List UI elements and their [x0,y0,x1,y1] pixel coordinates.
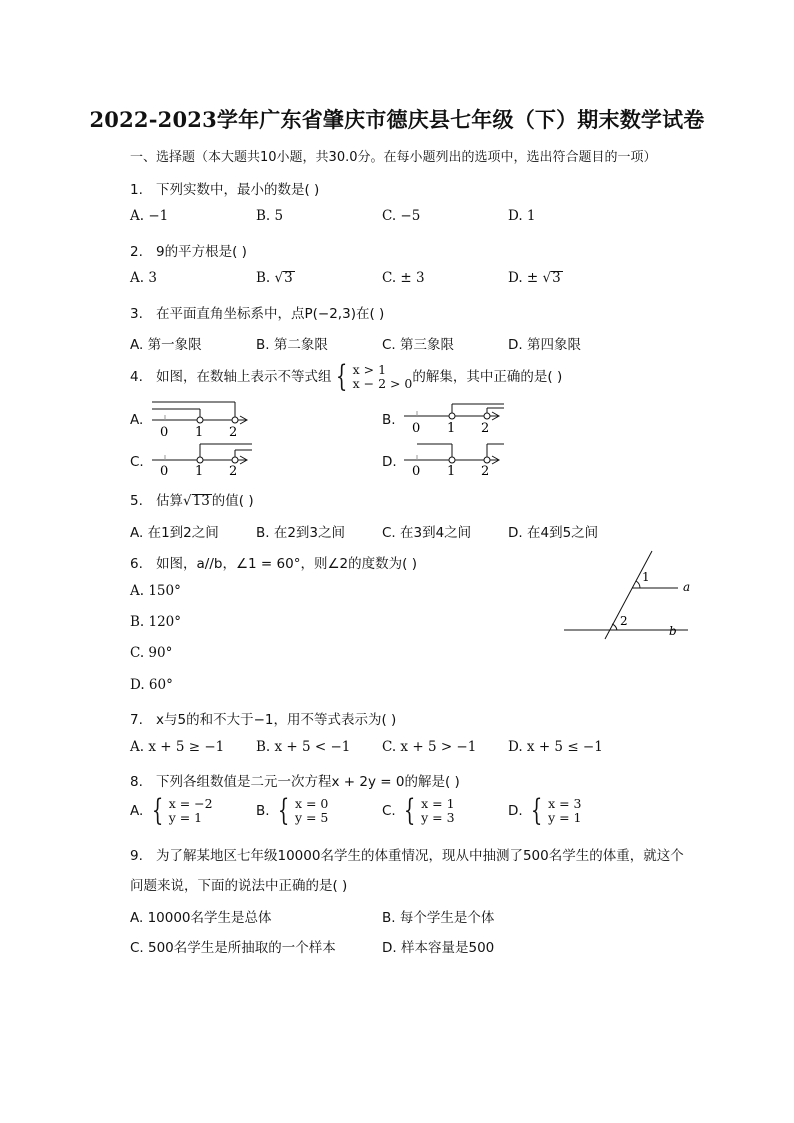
question-3 [130,302,384,322]
brace: { [530,793,543,828]
inequality-line-1: x > 1 [352,362,387,377]
number-line-a[interactable] [148,394,254,442]
equation-y: y = 5 [294,810,329,825]
option-label: B. [256,803,270,819]
question-number: 6. [130,556,143,572]
option-a[interactable]: A. x + 5 ≥ −1 [130,739,225,755]
radicand: 3 [552,270,561,286]
question-number: 9. [130,848,143,864]
sqrt-symbol: √ [183,493,192,509]
option-b[interactable] [256,270,295,286]
tick-label: 1 [447,421,456,436]
question-number: 4. [130,369,143,385]
option-d[interactable]: D. 60° [130,677,173,693]
brace: { [335,359,347,394]
question-stem: 下列各组数值是二元一次方程x + 2y = 0的解是( ) [156,774,460,790]
option-c[interactable]: C. 90° [130,645,173,661]
option-c[interactable]: C. 500名学生是所抽取的一个样本 [130,940,336,956]
option-a[interactable]: A. 在1到2之间 [130,525,219,541]
question-stem: x与5的和不大于−1，用不等式表示为( ) [156,712,397,728]
tick-label: 2 [481,464,490,478]
line-a-label: a [683,580,691,594]
option-a[interactable]: A. 第一象限 [130,337,202,353]
transversal [605,551,652,639]
option-label: D. [508,803,523,819]
option-b[interactable]: B. 5 [256,208,284,224]
question-stem: 下列实数中，最小的数是( ) [156,182,320,198]
question-1 [130,178,319,198]
option-d[interactable]: D. 第四象限 [508,337,581,353]
option-a[interactable]: A. 3 [130,270,157,286]
option-b[interactable]: B. 每个学生是个体 [382,910,495,926]
option-b-label[interactable]: B. [382,412,396,428]
option-d[interactable]: D. 样本容量是500 [382,940,495,956]
option-d[interactable] [508,793,582,828]
option-b[interactable]: B. 120° [130,614,182,630]
option-a[interactable]: A. 150° [130,583,181,599]
equation-y: y = 3 [421,810,455,825]
option-c[interactable]: C. 第三象限 [382,337,455,353]
question-4 [130,359,563,394]
question-7 [130,708,396,728]
option-a[interactable] [130,793,213,828]
question-stem-suffix: 的值( ) [211,493,254,509]
tick-label: 0 [412,464,421,478]
angle-1-label: 1 [642,570,650,584]
option-b[interactable]: B. 在2到3之间 [256,525,346,541]
question-stem-prefix: 如图，在数轴上表示不等式组 [156,369,332,385]
number-line-b[interactable] [400,394,506,442]
equation-y: y = 1 [548,810,582,825]
option-a[interactable]: A. 10000名学生是总体 [130,910,272,926]
question-stem: 9的平方根是( ) [156,244,247,260]
option-c[interactable]: C. x + 5 > −1 [382,739,477,755]
line-b-label: b [669,624,677,638]
tick-label: 1 [195,425,204,440]
equation-x: x = 0 [294,796,329,811]
question-2 [130,240,247,260]
option-a-label[interactable]: A. [130,412,144,428]
option-label: C. [382,803,396,819]
option-a[interactable]: A. −1 [130,208,169,224]
brace: { [277,793,290,828]
equation-y: y = 1 [168,810,203,825]
tick-label: 2 [481,421,490,436]
option-d-label[interactable]: D. [382,454,397,470]
tick-label: 1 [447,464,456,478]
question-stem-prefix: 估算 [156,493,183,509]
section-heading: 一、选择题（本大题共10小题，共30.0分。在每小题列出的选项中，选出符合题目的一项） [130,150,657,165]
question-6 [130,552,417,572]
option-d[interactable]: D. 1 [508,208,536,224]
option-b[interactable] [256,793,329,828]
exam-title: 2022-2023学年广东省肇庆市德庆县七年级（下）期末数学试卷 [89,107,705,132]
question-9-continued: 问题来说，下面的说法中正确的是( ) [130,878,348,894]
option-b[interactable]: B. x + 5 < −1 [256,739,351,755]
sqrt-symbol: √ [542,270,552,286]
question-number: 7. [130,712,143,728]
number-line-c[interactable] [148,438,254,478]
option-label: D. ± [508,270,539,286]
tick-label: 0 [412,421,421,436]
option-label: A. [130,803,144,819]
option-c-label[interactable]: C. [130,454,144,470]
angle-2-label: 2 [620,614,628,628]
question-stem-suffix: 的解集，其中正确的是( ) [412,369,563,385]
sqrt-symbol: √ [274,270,284,286]
question-5 [130,489,254,509]
option-c[interactable]: C. ± 3 [382,270,425,286]
option-d[interactable]: D. 在4到5之间 [508,525,599,541]
equation-x: x = 1 [421,796,455,811]
option-d[interactable] [508,270,563,286]
brace: { [151,793,163,828]
parallel-lines-figure [560,548,700,640]
question-stem: 在平面直角坐标系中，点P(−2,3)在( ) [156,306,385,322]
tick-label: 2 [229,425,238,440]
tick-label: 2 [229,464,238,478]
option-c[interactable]: C. 在3到4之间 [382,525,472,541]
question-number: 2. [130,244,143,260]
option-c[interactable]: C. −5 [382,208,421,224]
equation-x: x = 3 [548,796,582,811]
q8-options [130,793,650,832]
tick-label: 0 [160,464,169,478]
inequality-line-2: x − 2 > 0 [352,376,413,391]
radicand: 3 [284,270,293,286]
tick-label: 0 [160,425,169,440]
question-8 [130,770,460,790]
question-number: 3. [130,306,143,322]
tick-label: 1 [195,464,204,478]
equation-x: x = −2 [168,796,213,811]
question-number: 5. [130,493,143,509]
option-label: B. [256,270,271,286]
option-d[interactable]: D. x + 5 ≤ −1 [508,739,603,755]
option-b[interactable]: B. 第二象限 [256,337,328,353]
question-number: 1. [130,182,143,198]
question-stem: 为了解某地区七年级10000名学生的体重情况，现从中抽测了500名学生的体重，就这个 [156,848,684,864]
radicand: 13 [192,493,210,509]
brace: { [403,793,416,828]
question-stem: 如图，a//b，∠1 = 60°，则∠2的度数为( ) [156,556,417,572]
inequality-system [332,359,413,394]
question-9 [130,844,684,864]
question-number: 8. [130,774,143,790]
option-c[interactable] [382,793,455,828]
number-line-d[interactable] [400,438,506,478]
